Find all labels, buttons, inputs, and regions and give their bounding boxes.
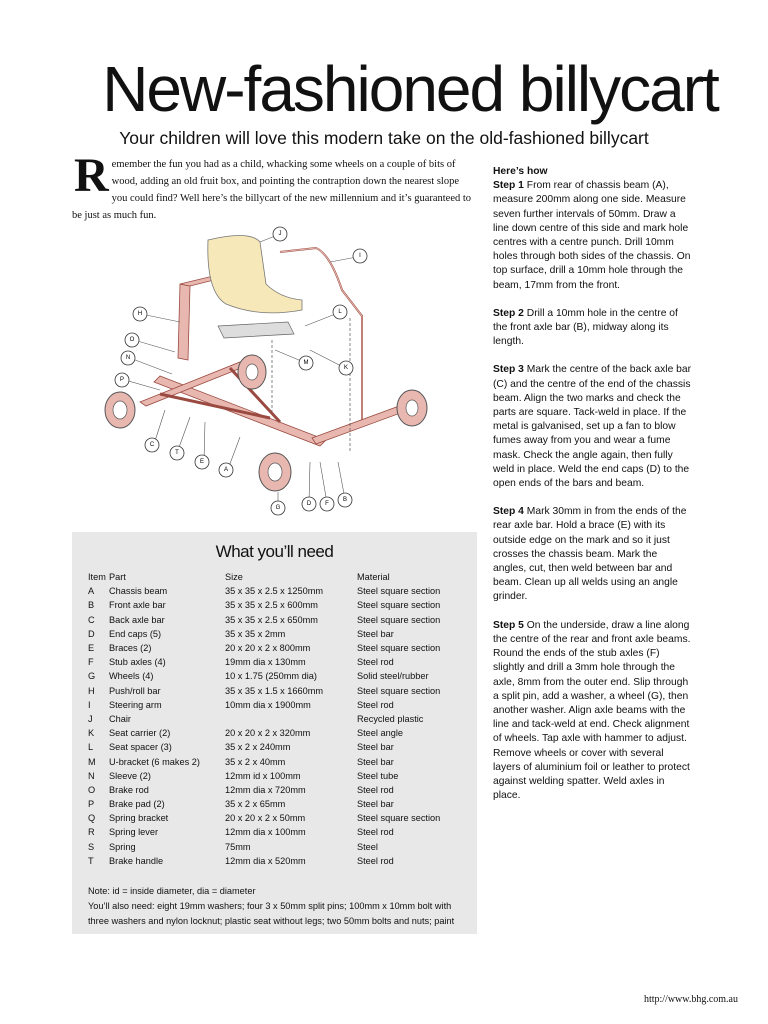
cell-item: O <box>88 784 96 795</box>
cell-item: E <box>88 643 95 654</box>
step-label: Step 3 <box>493 364 524 376</box>
cell-item: A <box>88 586 95 597</box>
cell-item: L <box>88 742 94 753</box>
cell-item: D <box>88 628 95 639</box>
cell-size: 19mm dia x 130mm <box>225 657 306 668</box>
table-row <box>88 840 440 854</box>
cell-material: Recycled plastic <box>357 713 424 724</box>
table-row <box>88 669 440 683</box>
cell-material: Steel square section <box>357 685 441 696</box>
cell-part: Seat carrier (2) <box>109 728 171 739</box>
cell-part: Chair <box>109 713 131 724</box>
cell-size: 35 x 35 x 2.5 x 650mm <box>225 614 318 625</box>
cell-part: Brake pad (2) <box>109 799 165 810</box>
wheel-rear-left <box>105 392 135 428</box>
cell-size: 35 x 35 x 2mm <box>225 628 286 639</box>
table-row <box>88 769 440 783</box>
svg-text:M: M <box>303 360 309 366</box>
cell-material: Steel angle <box>357 728 403 739</box>
step-text: Mark the centre of the back axle bar (C) and the centre of the end of the chassis beam. Align the two marks and check the parts are square. Tack-weld in place. If the metal is galvanised, set up a fan to blow fumes away from you and wear a fume mask. Check the angle again, then fully weld in place. Weld the end caps (D) to the open ends of the bars and beam. <box>493 364 692 490</box>
cell-part: Brake rod <box>109 784 149 795</box>
table-row <box>88 613 440 627</box>
cell-part: End caps (5) <box>109 628 162 639</box>
cell-part: Push/roll bar <box>109 685 161 696</box>
svg-text:N: N <box>125 355 131 361</box>
page-title: New-fashioned billycart <box>102 53 718 125</box>
table-row <box>88 797 440 811</box>
drop-cap: R <box>74 149 109 202</box>
intro-paragraph <box>72 149 472 224</box>
label-g <box>271 501 285 515</box>
svg-text:T: T <box>175 450 179 456</box>
step-paragraph <box>493 307 693 350</box>
cell-item: Q <box>88 813 96 824</box>
cell-part: Brake handle <box>109 855 164 866</box>
header-part: Part <box>109 572 126 583</box>
cell-item: H <box>88 685 95 696</box>
cell-size: 35 x 35 x 2.5 x 1250mm <box>225 586 324 597</box>
footer-url: http://www.bhg.com.au <box>643 994 738 1005</box>
label-p <box>115 373 129 387</box>
svg-text:K: K <box>343 365 349 371</box>
cell-part: Stub axles (4) <box>109 657 166 668</box>
cell-part: Steering arm <box>109 699 162 710</box>
chair <box>208 235 302 312</box>
cell-part: Wheels (4) <box>109 671 154 682</box>
needs-title: What you’ll need <box>215 542 334 561</box>
cell-part: Seat spacer (3) <box>109 742 172 753</box>
step-paragraph <box>493 363 693 491</box>
cell-size: 35 x 35 x 1.5 x 1660mm <box>225 685 324 696</box>
cell-material: Steel rod <box>357 699 394 710</box>
label-h <box>133 307 147 321</box>
cell-material: Steel square section <box>357 813 441 824</box>
svg-text:C: C <box>149 442 155 448</box>
cell-part: Braces (2) <box>109 643 152 654</box>
step-text: Mark 30mm in from the ends of the rear axle bar. Hold a brace (E) with its outside edge on the mark and so it just crosses the chassis beam. Mark the angles, cut, then weld between bar and beam. Clean up all welds using an angle grinder. <box>493 506 687 603</box>
table-row <box>88 584 440 598</box>
cell-material: Steel rod <box>357 657 394 668</box>
instructions-column <box>493 165 693 817</box>
step-label: Step 2 <box>493 307 524 319</box>
cell-material: Steel square section <box>357 600 441 611</box>
cell-size: 35 x 2 x 40mm <box>225 756 286 767</box>
table-row <box>88 655 440 669</box>
cell-size: 12mm dia x 520mm <box>225 855 306 866</box>
cell-part: Front axle bar <box>109 600 166 611</box>
header-material: Material <box>357 572 390 583</box>
label-f <box>320 497 334 511</box>
cell-item: R <box>88 827 95 838</box>
cell-material: Steel bar <box>357 628 394 639</box>
table-row <box>88 641 440 655</box>
cell-size <box>225 712 357 726</box>
cell-size: 10mm dia x 1900mm <box>225 699 311 710</box>
cell-item: B <box>88 600 95 611</box>
table-row <box>88 783 440 797</box>
label-o <box>125 333 139 347</box>
svg-text:D: D <box>306 501 312 507</box>
note-also-need: You’ll also need: eight 19mm washers; four 3 x 50mm split pins; 100mm x 10mm bolt with three washers and nylon locknut; plastic seat without legs; two 50mm bolts and nuts; paint <box>88 901 455 926</box>
cell-item: M <box>88 756 96 767</box>
svg-text:A: A <box>223 467 229 473</box>
svg-text:L: L <box>338 309 342 315</box>
cell-material: Steel rod <box>357 855 394 866</box>
label-l <box>333 305 347 319</box>
step-text: Drill a 10mm hole in the centre of the front axle bar (B), midway along its length. <box>493 307 678 348</box>
cell-size: 75mm <box>225 841 251 852</box>
step-label: Step 5 <box>493 619 524 631</box>
label-n <box>121 351 135 365</box>
label-k <box>339 361 353 375</box>
cell-size: 35 x 2 x 65mm <box>225 799 286 810</box>
cell-material: Steel square section <box>357 586 441 597</box>
svg-text:F: F <box>325 501 329 507</box>
step-paragraph <box>493 619 693 804</box>
step-label: Step 1 <box>493 180 524 192</box>
label-i <box>353 249 367 263</box>
label-a <box>219 463 233 477</box>
cell-part: Spring lever <box>109 827 159 838</box>
cell-item: N <box>88 770 95 781</box>
cell-item: G <box>88 671 96 682</box>
intro-text: emember the fun you had as a child, whacking some wheels on a couple of bits of wood, adding an old fruit box, and pointing the contraption down the nearest slope you could find? Well here’s the billycart of the new millennium and it’s guaranteed to be just as much fun. <box>72 159 472 221</box>
cell-material: Steel bar <box>357 799 394 810</box>
cell-size: 20 x 20 x 2 x 50mm <box>225 813 306 824</box>
wheel-rear-right <box>238 355 266 389</box>
cell-material: Steel square section <box>357 614 441 625</box>
wheel-front-left <box>259 453 291 491</box>
table-row <box>88 754 440 768</box>
cell-item: S <box>88 841 95 852</box>
cell-item: P <box>88 799 95 810</box>
table-row <box>88 712 440 726</box>
cell-material: Steel bar <box>357 756 394 767</box>
table-row <box>88 740 440 754</box>
cell-material: Steel tube <box>357 770 399 781</box>
cell-size: 12mm dia x 720mm <box>225 784 306 795</box>
cell-material: Steel rod <box>357 827 394 838</box>
svg-text:O: O <box>129 337 135 343</box>
cell-material: Steel rod <box>357 784 394 795</box>
step-paragraph <box>493 179 693 293</box>
billycart-diagram <box>80 222 480 522</box>
cell-item: K <box>88 728 95 739</box>
cell-size: 12mm dia x 100mm <box>225 827 306 838</box>
label-d <box>302 497 316 511</box>
step-text: On the underside, draw a line along the centre of the rear and front axle beams. Round the ends of the stub axles (F) slightly and drill a 3mm hole through the axle, 8mm from the outer end. Slip through a split pin, add a washer, a wheel (G), then another washer. Align axle beams with the line and tack-weld at end. Check alignment of wheels. Tap axle with hammer to adjust. Remove wheels or cover with several layers of aluminium foil or leather to protect against welding spatter. Weld axles in place. <box>493 619 691 802</box>
svg-text:B: B <box>342 497 348 503</box>
cell-item: C <box>88 614 95 625</box>
svg-text:I: I <box>359 253 361 259</box>
cell-size: 20 x 20 x 2 x 320mm <box>225 728 311 739</box>
cell-part: Chassis beam <box>109 586 168 597</box>
step-label: Step 4 <box>493 506 524 518</box>
cell-item: J <box>88 713 93 724</box>
label-t <box>170 446 184 460</box>
cell-size: 20 x 20 x 2 x 800mm <box>225 643 311 654</box>
cell-item: F <box>88 657 94 668</box>
cell-material: Steel <box>357 841 378 852</box>
cell-part: U-bracket (6 makes 2) <box>109 756 200 767</box>
what-youll-need-panel <box>72 532 477 934</box>
seat-carrier <box>218 322 294 338</box>
parts-header-row <box>88 570 440 584</box>
needs-note <box>88 884 468 929</box>
wheel-front-right <box>397 390 427 426</box>
label-b <box>338 493 352 507</box>
note-abbrev: Note: id = inside diameter, dia = diameter <box>88 886 256 896</box>
cell-part: Back axle bar <box>109 614 165 625</box>
cell-item: T <box>88 855 94 866</box>
step-paragraph <box>493 505 693 604</box>
table-row <box>88 811 440 825</box>
svg-text:G: G <box>275 505 281 511</box>
table-row <box>88 627 440 641</box>
header-item: Item <box>88 572 106 583</box>
cell-part: Spring bracket <box>109 813 169 824</box>
table-row <box>88 854 440 868</box>
cell-material: Solid steel/rubber <box>357 671 429 682</box>
parts-table <box>88 570 440 868</box>
cell-item: I <box>88 699 91 710</box>
cell-size: 10 x 1.75 (250mm dia) <box>225 671 317 682</box>
svg-text:P: P <box>119 377 125 383</box>
svg-text:J: J <box>278 231 282 237</box>
label-j <box>273 227 287 241</box>
table-row <box>88 598 440 612</box>
page-subtitle: Your children will love this modern take on the old-fashioned billycart <box>119 128 649 148</box>
cell-size: 35 x 35 x 2.5 x 600mm <box>225 600 318 611</box>
table-row <box>88 726 440 740</box>
cell-material: Steel square section <box>357 643 441 654</box>
heres-how-heading: Here’s how <box>493 166 548 177</box>
svg-text:H: H <box>137 311 143 317</box>
cell-size: 12mm id x 100mm <box>225 770 301 781</box>
label-e <box>195 455 209 469</box>
cell-part: Sleeve (2) <box>109 770 151 781</box>
label-c <box>145 438 159 452</box>
table-row <box>88 825 440 839</box>
label-m <box>299 356 313 370</box>
cell-size: 35 x 2 x 240mm <box>225 742 291 753</box>
table-row <box>88 698 440 712</box>
svg-text:E: E <box>199 459 205 465</box>
table-row <box>88 684 440 698</box>
cell-material: Steel bar <box>357 742 394 753</box>
step-text: From rear of chassis beam (A), measure 200mm along one side. Measure seven further intervals of 50mm. Draw a line down centre of this side and mark hole centres with a centre punch. Drill 10mm holes through both sides of the chassis. On top surface, drill a 10mm hole through the beam, 17mm from the front. <box>493 180 691 291</box>
cell-part: Spring <box>109 841 136 852</box>
header-size: Size <box>225 572 243 583</box>
